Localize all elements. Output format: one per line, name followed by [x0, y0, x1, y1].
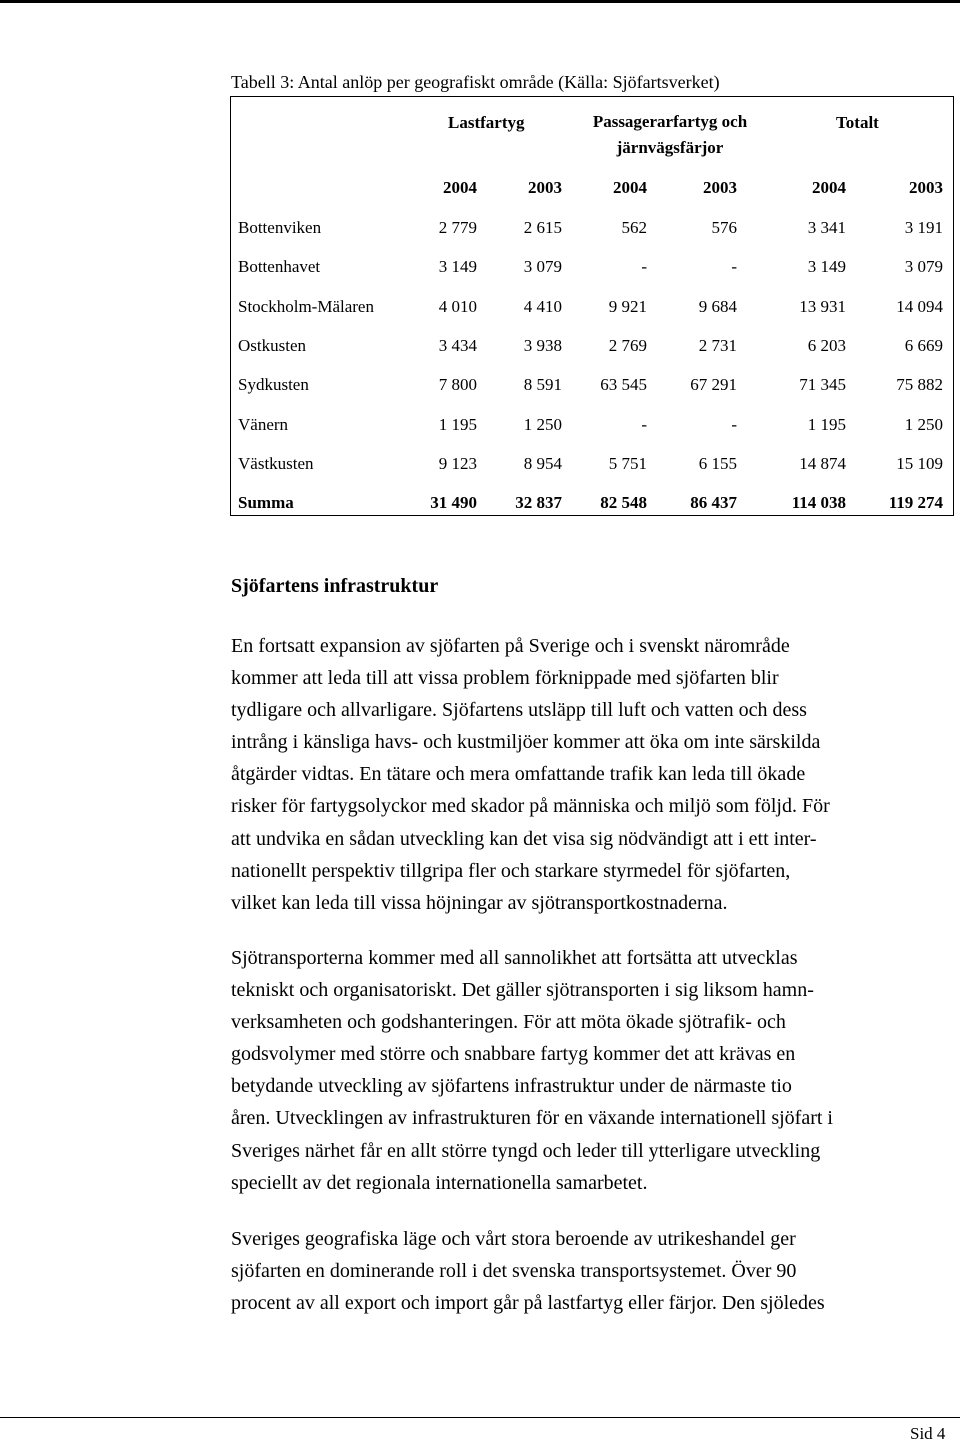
paragraph-line: tekniskt och organisatoriskt. Det gäller sjötransporten i sig liksom hamn-: [231, 979, 814, 1002]
paragraph-line: risker för fartygsolyckor med skador på människa och miljö som följd. För: [231, 795, 830, 818]
table-cell: 8 954: [523, 453, 562, 473]
paragraph-line: nationellt perspektiv tillgripa fler och starkare styrmedel för sjöfarten,: [231, 859, 791, 882]
table-cell: 3 434: [438, 335, 477, 355]
table-cell: -: [731, 257, 737, 277]
year-header-cell: 2003: [909, 178, 943, 197]
region-name: Bottenviken: [238, 218, 322, 237]
table-cell: 3 191: [904, 218, 943, 237]
table-cell: 5 751: [608, 453, 647, 473]
paragraph-line: speciellt av det regionala internationella samarbetet.: [231, 1171, 648, 1194]
group-header-passagerarfartyg: Passagerarfartyg och järnvägsfärjor: [592, 112, 748, 157]
summa-value-cell: 119 274: [888, 493, 943, 513]
table-cell: 2 779: [438, 218, 477, 237]
table-cell: 9 921: [608, 296, 647, 316]
table-cell: 6 203: [807, 335, 846, 355]
table-cell: 1 250: [904, 414, 943, 434]
table-cell: 15 109: [896, 453, 943, 473]
table-cell: 7 800: [438, 375, 477, 395]
table-cell: 576: [711, 218, 737, 237]
region-name: Bottenhavet: [238, 257, 321, 277]
paragraph-line: tydligare och allvarligare. Sjöfartens utsläpp till luft och vatten och dess: [231, 699, 807, 722]
summa-value-cell: 32 837: [515, 493, 562, 513]
region-name: Sydkusten: [238, 375, 309, 395]
table-cell: 2 731: [698, 335, 737, 355]
year-header-cell: 2004: [812, 178, 846, 197]
region-name: Ostkusten: [238, 335, 306, 355]
paragraph-line: Sveriges närhet får en allt större tyngd och leder till ytterligare utveckling: [231, 1139, 821, 1162]
table-cell: 2 615: [523, 218, 562, 237]
paragraph-line: betydande utveckling av sjöfartens infrastruktur under de närmaste tio: [231, 1075, 792, 1098]
summa-value-cell: 82 548: [600, 493, 647, 513]
summa-value-cell: 86 437: [690, 493, 737, 513]
table-cell: -: [731, 414, 737, 434]
data-table: [230, 96, 954, 516]
paragraph-line: kommer att leda till att vissa problem förknippade med sjöfarten blir: [231, 667, 779, 690]
paragraph-line: vilket kan leda till vissa höjningar av sjötransportkostnaderna.: [231, 891, 728, 914]
table-cell: 71 345: [799, 375, 846, 395]
table-cell: 9 123: [438, 453, 477, 473]
table-cell: 67 291: [690, 375, 737, 395]
table-cell: 3 938: [523, 335, 562, 355]
table-cell: -: [641, 414, 647, 434]
group-header-totalt: Totalt: [836, 113, 879, 132]
table-cell: 3 079: [904, 257, 943, 277]
table-cell: 9 684: [698, 296, 737, 316]
table-cell: 3 149: [807, 257, 846, 277]
table-cell: 8 591: [523, 375, 562, 395]
paragraph-line: åtgärder vidtas. En tätare och mera omfattande trafik kan leda till ökade: [231, 763, 806, 786]
paragraph-line: En fortsatt expansion av sjöfarten på Sverige och i svenskt närområde: [231, 635, 790, 657]
summa-value-cell: 31 490: [430, 493, 477, 513]
table-cell: -: [641, 257, 647, 277]
section-heading: Sjöfartens infrastruktur: [231, 575, 439, 597]
paragraph-line: verksamheten och godshanteringen. För att möta ökade sjötrafik- och: [231, 1011, 786, 1034]
table-cell: 1 195: [807, 414, 846, 434]
table-cell: 75 882: [896, 375, 943, 395]
summa-value-cell: 114 038: [791, 493, 846, 513]
table-cell: 2 769: [608, 335, 647, 355]
paragraph-line: Sjötransporterna kommer med all sannolikhet att fortsätta att utvecklas: [231, 947, 798, 969]
year-header-cell: 2004: [613, 178, 647, 197]
table-cell: 1 250: [523, 414, 562, 434]
group-header-lastfartyg: Lastfartyg: [448, 113, 525, 132]
paragraph-line: att undvika en sådan utveckling kan det visa sig nödvändigt att i ett inter-: [231, 827, 817, 850]
year-header-cell: 2003: [703, 178, 737, 197]
table-cell: 3 341: [807, 218, 846, 237]
table-caption: Tabell 3: Antal anlöp per geografiskt område (Källa: Sjöfartsverket): [231, 72, 720, 92]
table-cell: 4 010: [438, 296, 477, 316]
paragraph-line: sjöfarten en dominerande roll i det svenska transportsystemet. Över 90: [231, 1260, 797, 1283]
region-name: Västkusten: [238, 453, 314, 473]
region-name: Stockholm-Mälaren: [238, 296, 374, 316]
paragraph-line: procent av all export och import går på lastfartyg eller färjor. Den sjöledes: [231, 1292, 825, 1315]
paragraph-line: Sveriges geografiska läge och vårt stora beroende av utrikeshandel ger: [231, 1228, 796, 1250]
footer-rule: [0, 1417, 960, 1418]
table-cell: 562: [621, 218, 647, 237]
paragraph-line: godsvolymer med större och snabbare fartyg kommer det att krävas en: [231, 1043, 796, 1066]
table-cell: 14 874: [799, 453, 846, 473]
table-cell: 6 669: [904, 335, 943, 355]
table-cell: 3 149: [438, 257, 477, 277]
summa-row-label: Summa: [238, 493, 294, 513]
table-cell: 14 094: [896, 296, 943, 316]
page-number: Sid 4: [910, 1424, 946, 1443]
paragraph-1: [231, 630, 960, 919]
year-header-cell: 2004: [443, 178, 477, 197]
table-cell: 1 195: [438, 414, 477, 434]
paragraph-2: [231, 942, 960, 1199]
top-rule: [0, 0, 960, 3]
paragraph-line: åren. Utvecklingen av infrastrukturen för en växande internationell sjöfart i: [231, 1107, 833, 1130]
table-cell: 13 931: [799, 296, 846, 316]
table-cell: 63 545: [600, 375, 647, 395]
table-cell: 6 155: [698, 453, 737, 473]
region-name: Vänern: [238, 414, 289, 434]
table-cell: 3 079: [523, 257, 562, 277]
year-header-cell: 2003: [528, 178, 562, 197]
paragraph-line: intrång i känsliga havs- och kustmiljöer kommer att öka om inte särskilda: [231, 731, 821, 754]
paragraph-3: [231, 1223, 960, 1319]
table-cell: 4 410: [523, 296, 562, 316]
